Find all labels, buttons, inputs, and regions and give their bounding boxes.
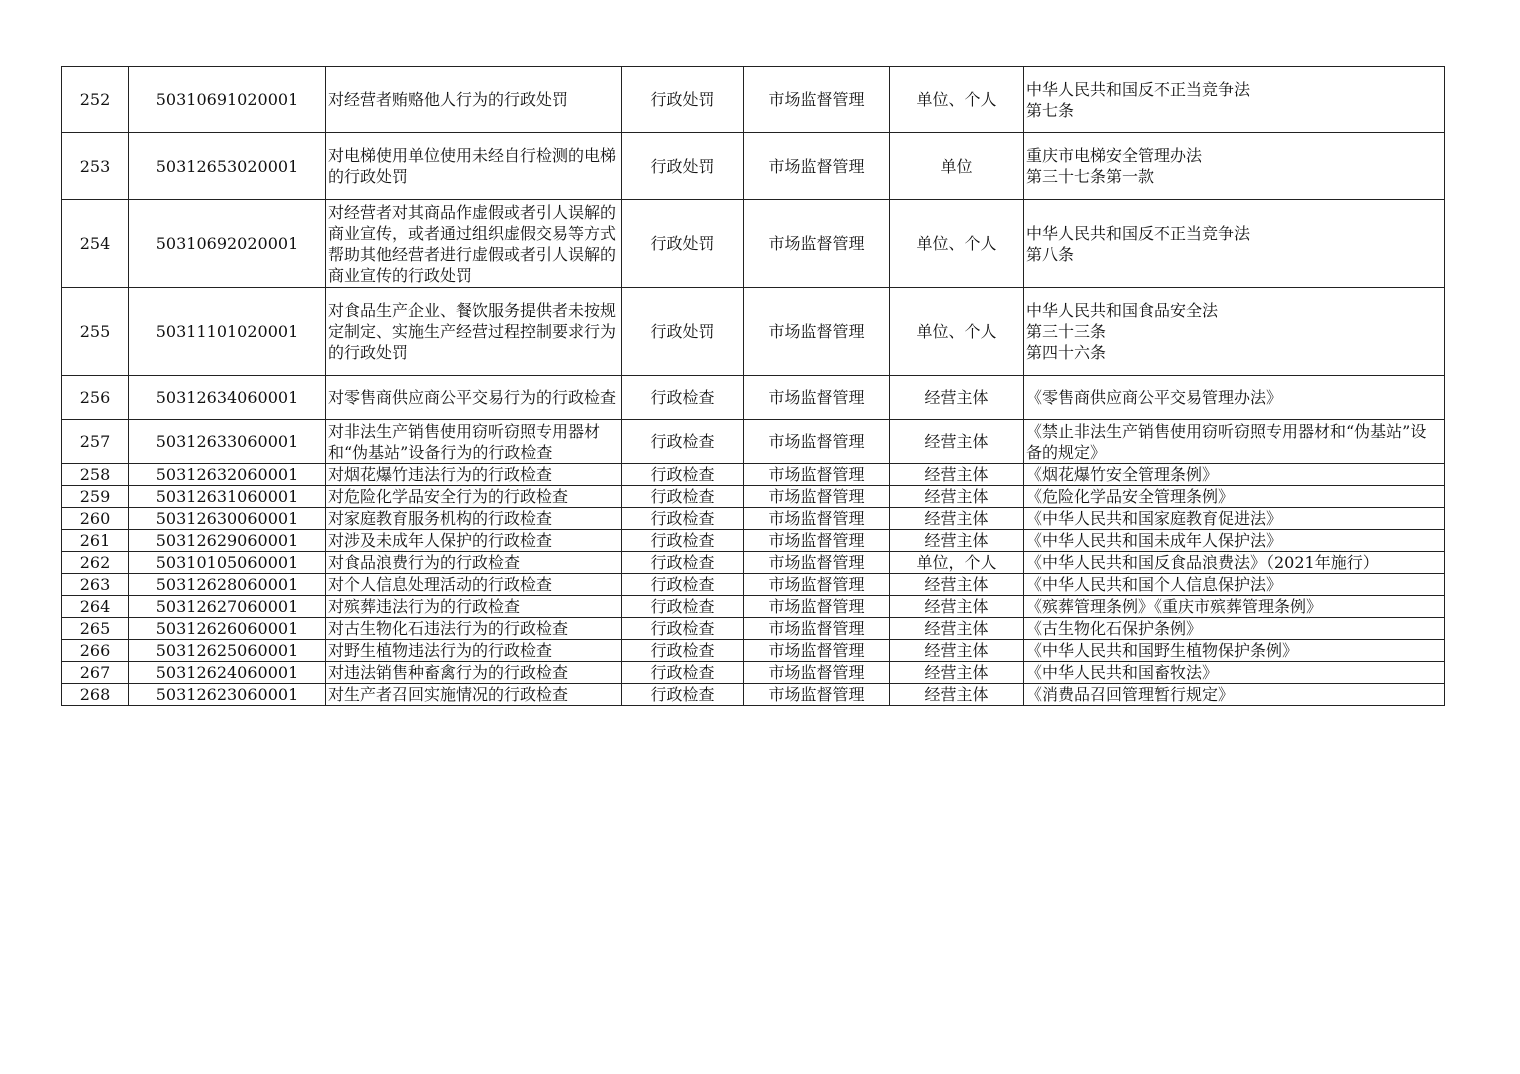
legal-basis-cell — [1024, 596, 1445, 618]
legal-basis-cell — [1024, 133, 1445, 200]
legal-basis-cell — [1024, 508, 1445, 530]
item-code-cell: 50312631060001 — [129, 486, 326, 508]
target-cell: 经营主体 — [890, 596, 1024, 618]
legal-basis-cell — [1024, 574, 1445, 596]
table-row — [62, 376, 1445, 420]
table-row — [62, 684, 1445, 706]
row-number-cell: 265 — [62, 618, 129, 640]
row-number-cell: 264 — [62, 596, 129, 618]
department-cell: 市场监督管理 — [744, 464, 890, 486]
department-cell: 市场监督管理 — [744, 67, 890, 133]
row-number-cell: 261 — [62, 530, 129, 552]
item-code-cell: 50312634060001 — [129, 376, 326, 420]
target-cell: 经营主体 — [890, 376, 1024, 420]
legal-basis-line: 第三十七条第一款 — [1026, 167, 1155, 186]
table-row — [62, 618, 1445, 640]
item-code-cell: 50310692020001 — [129, 200, 326, 288]
item-code-cell: 50312628060001 — [129, 574, 326, 596]
legal-basis-line: 《中华人民共和国反食品浪费法》（2021年施行） — [1026, 553, 1379, 572]
item-name-cell: 对非法生产销售使用窃听窃照专用器材和“伪基站”设备行为的行政检查 — [326, 420, 622, 464]
row-number-cell: 254 — [62, 200, 129, 288]
item-type-cell: 行政处罚 — [622, 288, 744, 376]
target-cell: 经营主体 — [890, 530, 1024, 552]
item-type-cell: 行政检查 — [622, 662, 744, 684]
department-cell: 市场监督管理 — [744, 530, 890, 552]
legal-basis-cell — [1024, 200, 1445, 288]
department-cell: 市场监督管理 — [744, 662, 890, 684]
department-cell: 市场监督管理 — [744, 200, 890, 288]
target-cell: 经营主体 — [890, 662, 1024, 684]
item-name-cell: 对食品浪费行为的行政检查 — [326, 552, 622, 574]
row-number-cell: 267 — [62, 662, 129, 684]
legal-basis-cell — [1024, 640, 1445, 662]
legal-basis-line: 《中华人民共和国未成年人保护法》 — [1026, 531, 1283, 550]
table-row — [62, 420, 1445, 464]
legal-basis-cell — [1024, 662, 1445, 684]
legal-basis-cell — [1024, 67, 1445, 133]
table-body — [62, 67, 1445, 706]
legal-basis-cell — [1024, 376, 1445, 420]
item-name-cell: 对危险化学品安全行为的行政检查 — [326, 486, 622, 508]
table-row — [62, 530, 1445, 552]
department-cell: 市场监督管理 — [744, 618, 890, 640]
table-row — [62, 552, 1445, 574]
item-name-cell: 对古生物化石违法行为的行政检查 — [326, 618, 622, 640]
legal-basis-line: 《中华人民共和国个人信息保护法》 — [1026, 575, 1283, 594]
item-type-cell: 行政检查 — [622, 596, 744, 618]
item-type-cell: 行政检查 — [622, 574, 744, 596]
item-name-cell: 对家庭教育服务机构的行政检查 — [326, 508, 622, 530]
row-number-cell: 253 — [62, 133, 129, 200]
item-code-cell: 50312624060001 — [129, 662, 326, 684]
row-number-cell: 256 — [62, 376, 129, 420]
table-row — [62, 508, 1445, 530]
row-number-cell: 262 — [62, 552, 129, 574]
legal-basis-cell — [1024, 684, 1445, 706]
legal-basis-line: 中华人民共和国食品安全法 — [1026, 301, 1219, 320]
legal-basis-cell — [1024, 288, 1445, 376]
item-type-cell: 行政检查 — [622, 618, 744, 640]
item-type-cell: 行政检查 — [622, 684, 744, 706]
legal-basis-line: 《零售商供应商公平交易管理办法》 — [1026, 388, 1283, 407]
item-name-cell: 对经营者贿赂他人行为的行政处罚 — [326, 67, 622, 133]
item-name-cell: 对个人信息处理活动的行政检查 — [326, 574, 622, 596]
target-cell: 经营主体 — [890, 464, 1024, 486]
legal-basis-line: 《殡葬管理条例》《重庆市殡葬管理条例》 — [1026, 597, 1323, 616]
department-cell: 市场监督管理 — [744, 640, 890, 662]
table-row — [62, 67, 1445, 133]
department-cell: 市场监督管理 — [744, 288, 890, 376]
legal-basis-line: 中华人民共和国反不正当竞争法 — [1026, 223, 1251, 243]
target-cell: 经营主体 — [890, 574, 1024, 596]
table-row — [62, 464, 1445, 486]
item-code-cell: 50312632060001 — [129, 464, 326, 486]
target-cell: 经营主体 — [890, 618, 1024, 640]
table-row — [62, 662, 1445, 684]
item-name-cell: 对涉及未成年人保护的行政检查 — [326, 530, 622, 552]
row-number-cell: 252 — [62, 67, 129, 133]
item-code-cell: 50312627060001 — [129, 596, 326, 618]
item-code-cell: 50312626060001 — [129, 618, 326, 640]
item-name-cell: 对野生植物违法行为的行政检查 — [326, 640, 622, 662]
item-name-cell: 对食品生产企业、餐饮服务提供者未按规定制定、实施生产经营过程控制要求行为的行政处罚 — [326, 288, 622, 376]
row-number-cell: 259 — [62, 486, 129, 508]
item-name-cell: 对零售商供应商公平交易行为的行政检查 — [326, 376, 622, 420]
item-name-cell: 对电梯使用单位使用未经自行检测的电梯的行政处罚 — [326, 133, 622, 200]
target-cell: 单位、个人 — [890, 67, 1024, 133]
item-code-cell: 50311101020001 — [129, 288, 326, 376]
department-cell: 市场监督管理 — [744, 376, 890, 420]
item-code-cell: 50312653020001 — [129, 133, 326, 200]
row-number-cell: 258 — [62, 464, 129, 486]
item-code-cell: 50312623060001 — [129, 684, 326, 706]
department-cell: 市场监督管理 — [744, 596, 890, 618]
target-cell: 经营主体 — [890, 684, 1024, 706]
item-type-cell: 行政检查 — [622, 640, 744, 662]
legal-basis-cell — [1024, 618, 1445, 640]
target-cell: 单位、个人 — [890, 288, 1024, 376]
item-type-cell: 行政检查 — [622, 420, 744, 464]
item-type-cell: 行政检查 — [622, 376, 744, 420]
legal-basis-line: 《烟花爆竹安全管理条例》 — [1026, 465, 1219, 484]
row-number-cell: 255 — [62, 288, 129, 376]
legal-basis-line: 《消费品召回管理暂行规定》 — [1026, 685, 1235, 704]
legal-basis-line: 《古生物化石保护条例》 — [1026, 619, 1203, 638]
item-type-cell: 行政检查 — [622, 552, 744, 574]
item-type-cell: 行政检查 — [622, 530, 744, 552]
item-type-cell: 行政检查 — [622, 508, 744, 530]
table-row — [62, 486, 1445, 508]
department-cell: 市场监督管理 — [744, 552, 890, 574]
row-number-cell: 263 — [62, 574, 129, 596]
item-type-cell: 行政检查 — [622, 486, 744, 508]
department-cell: 市场监督管理 — [744, 684, 890, 706]
row-number-cell: 260 — [62, 508, 129, 530]
department-cell: 市场监督管理 — [744, 574, 890, 596]
item-name-cell: 对生产者召回实施情况的行政检查 — [326, 684, 622, 706]
department-cell: 市场监督管理 — [744, 508, 890, 530]
legal-basis-cell — [1024, 464, 1445, 486]
row-number-cell: 268 — [62, 684, 129, 706]
item-name-cell: 对烟花爆竹违法行为的行政检查 — [326, 464, 622, 486]
item-code-cell: 50312630060001 — [129, 508, 326, 530]
target-cell: 单位，个人 — [890, 552, 1024, 574]
legal-basis-cell — [1024, 530, 1445, 552]
legal-basis-line: 第四十六条 — [1026, 343, 1107, 362]
legal-basis-line: 《中华人民共和国家庭教育促进法》 — [1026, 509, 1283, 528]
table-row — [62, 640, 1445, 662]
legal-basis-line: 《中华人民共和国畜牧法》 — [1026, 663, 1219, 682]
item-type-cell: 行政处罚 — [622, 200, 744, 288]
legal-basis-line: 第七条 — [1026, 100, 1075, 120]
item-code-cell: 50310105060001 — [129, 552, 326, 574]
table-row — [62, 574, 1445, 596]
item-name-cell: 对违法销售种畜禽行为的行政检查 — [326, 662, 622, 684]
table-row — [62, 596, 1445, 618]
target-cell: 单位、个人 — [890, 200, 1024, 288]
legal-basis-line: 《危险化学品安全管理条例》 — [1026, 487, 1235, 506]
item-type-cell: 行政检查 — [622, 464, 744, 486]
target-cell: 单位 — [890, 133, 1024, 200]
row-number-cell: 266 — [62, 640, 129, 662]
item-code-cell: 50312633060001 — [129, 420, 326, 464]
legal-basis-cell — [1024, 420, 1445, 464]
target-cell: 经营主体 — [890, 640, 1024, 662]
target-cell: 经营主体 — [890, 508, 1024, 530]
item-name-cell: 对经营者对其商品作虚假或者引人误解的商业宣传，或者通过组织虚假交易等方式帮助其他经营者进行虚假或者引人误解的商业宣传的行政处罚 — [326, 200, 622, 288]
legal-basis-line: 中华人民共和国反不正当竞争法 — [1026, 79, 1251, 99]
legal-basis-line: 《禁止非法生产销售使用窃听窃照专用器材和“伪基站”设备的规定》 — [1026, 421, 1427, 462]
item-code-cell: 50312629060001 — [129, 530, 326, 552]
legal-basis-line: 第八条 — [1026, 244, 1075, 264]
item-code-cell: 50312625060001 — [129, 640, 326, 662]
legal-basis-cell — [1024, 552, 1445, 574]
legal-basis-line: 重庆市电梯安全管理办法 — [1026, 146, 1203, 165]
department-cell: 市场监督管理 — [744, 486, 890, 508]
legal-basis-line: 第三十三条 — [1026, 322, 1107, 341]
department-cell: 市场监督管理 — [744, 133, 890, 200]
item-type-cell: 行政处罚 — [622, 133, 744, 200]
target-cell: 经营主体 — [890, 420, 1024, 464]
power-list-table — [61, 66, 1445, 706]
item-type-cell: 行政处罚 — [622, 67, 744, 133]
table-row — [62, 133, 1445, 200]
item-name-cell: 对殡葬违法行为的行政检查 — [326, 596, 622, 618]
target-cell: 经营主体 — [890, 486, 1024, 508]
table-row — [62, 288, 1445, 376]
department-cell: 市场监督管理 — [744, 420, 890, 464]
legal-basis-line: 《中华人民共和国野生植物保护条例》 — [1026, 641, 1299, 660]
item-code-cell: 50310691020001 — [129, 67, 326, 133]
row-number-cell: 257 — [62, 420, 129, 464]
table-row — [62, 200, 1445, 288]
legal-basis-cell — [1024, 486, 1445, 508]
